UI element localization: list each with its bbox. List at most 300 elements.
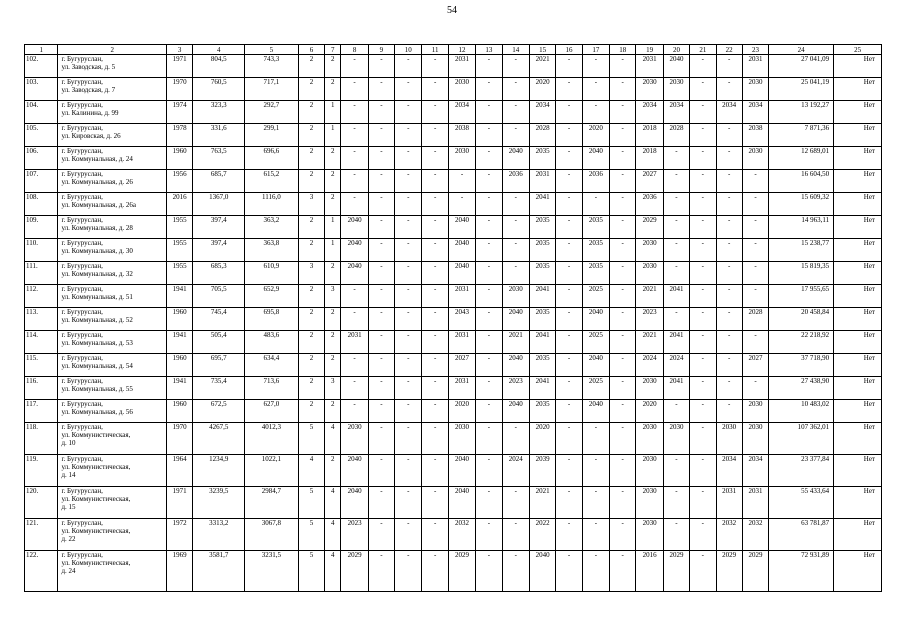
table-cell: - <box>368 216 394 239</box>
table-cell: 1972 <box>166 519 192 551</box>
table-cell: 1 <box>325 124 341 147</box>
table-cell: - <box>476 377 502 400</box>
table-cell: - <box>690 354 716 377</box>
table-cell: 2034 <box>448 101 475 124</box>
cost-cell: 13 192,27 <box>769 101 834 124</box>
table-cell: 2040 <box>502 147 529 170</box>
table-cell: 2035 <box>529 400 555 423</box>
table-cell: 2034 <box>529 101 555 124</box>
table-cell: - <box>476 124 502 147</box>
table-cell: 1022,1 <box>245 455 299 487</box>
flag-cell: Нет <box>834 216 882 239</box>
table-cell: 363,8 <box>245 239 299 262</box>
table-cell: - <box>395 377 422 400</box>
table-cell: 2021 <box>529 487 555 519</box>
table-cell: - <box>422 124 448 147</box>
address-cell: г. Бугуруслан, ул. Коммунистическая, д. 15 <box>58 487 167 519</box>
table-cell: 713,6 <box>245 377 299 400</box>
table-cell: 1960 <box>166 400 192 423</box>
row-number-cell: 102. <box>25 55 58 78</box>
table-cell: 1 <box>325 101 341 124</box>
table-cell: - <box>610 519 636 551</box>
table-cell: - <box>716 354 742 377</box>
table-cell: 2040 <box>341 239 368 262</box>
address-cell: г. Бугуруслан, ул. Коммунальная, д. 55 <box>58 377 167 400</box>
table-cell: 2020 <box>529 78 555 101</box>
table-cell: 2040 <box>341 455 368 487</box>
table-cell: 2040 <box>502 354 529 377</box>
table-cell: - <box>341 308 368 331</box>
table-cell: - <box>368 377 394 400</box>
table-cell: - <box>368 354 394 377</box>
table-cell: - <box>663 400 689 423</box>
column-header-2: 2 <box>58 45 167 55</box>
table-cell: 1964 <box>166 455 192 487</box>
column-header-14: 14 <box>502 45 529 55</box>
table-cell: 2984,7 <box>245 487 299 519</box>
page-number: 54 <box>447 5 457 16</box>
table-cell: - <box>610 239 636 262</box>
table-cell: - <box>476 239 502 262</box>
table-cell: 2040 <box>448 262 475 285</box>
table-cell: 3313,2 <box>193 519 245 551</box>
table-row <box>25 101 882 124</box>
table-cell: - <box>716 170 742 193</box>
table-cell: 2036 <box>582 170 609 193</box>
table-cell: - <box>422 78 448 101</box>
table-cell: 2 <box>325 354 341 377</box>
table-row <box>25 78 882 101</box>
table-cell: - <box>422 331 448 354</box>
table-cell: - <box>556 101 582 124</box>
table-cell: - <box>368 423 394 455</box>
table-cell: 2 <box>325 455 341 487</box>
table-cell: - <box>476 147 502 170</box>
flag-cell: Нет <box>834 78 882 101</box>
table-cell: - <box>395 216 422 239</box>
table-cell: - <box>395 147 422 170</box>
table-cell: 2030 <box>341 423 368 455</box>
table-cell: 695,8 <box>245 308 299 331</box>
table-cell: 2031 <box>448 331 475 354</box>
table-cell: - <box>502 124 529 147</box>
table-cell: 695,7 <box>193 354 245 377</box>
table-cell: - <box>368 193 394 216</box>
table-cell: 2030 <box>636 487 663 519</box>
table-cell: 2028 <box>663 124 689 147</box>
table-cell: 2030 <box>502 285 529 308</box>
table-cell: - <box>556 78 582 101</box>
table-cell: - <box>395 55 422 78</box>
table-cell: 1960 <box>166 354 192 377</box>
table-cell: 2040 <box>529 551 555 592</box>
table-cell: 2 <box>325 55 341 78</box>
table-cell: - <box>341 124 368 147</box>
table-cell: - <box>716 55 742 78</box>
column-header-20: 20 <box>663 45 689 55</box>
table-cell: 1116,0 <box>245 193 299 216</box>
table-cell: 2035 <box>529 308 555 331</box>
column-header-10: 10 <box>395 45 422 55</box>
table-cell: 1978 <box>166 124 192 147</box>
table-cell: 292,7 <box>245 101 299 124</box>
table-cell: - <box>556 551 582 592</box>
flag-cell: Нет <box>834 193 882 216</box>
table-row <box>25 455 882 487</box>
row-number-cell: 118. <box>25 423 58 455</box>
table-cell: - <box>610 101 636 124</box>
table-cell: 1367,0 <box>193 193 245 216</box>
table-cell: 2041 <box>529 285 555 308</box>
table-cell: - <box>476 354 502 377</box>
table-cell: 363,2 <box>245 216 299 239</box>
table-cell: 4 <box>325 551 341 592</box>
table-cell: - <box>502 262 529 285</box>
column-header-1: 1 <box>25 45 58 55</box>
table-cell: - <box>341 193 368 216</box>
table-cell: 2021 <box>636 285 663 308</box>
table-cell: 763,5 <box>193 147 245 170</box>
table-cell: 2040 <box>341 262 368 285</box>
address-cell: г. Бугуруслан, ул. Заводская, д. 5 <box>58 55 167 78</box>
table-cell: 2024 <box>636 354 663 377</box>
table-cell: - <box>582 101 609 124</box>
table-cell: - <box>690 147 716 170</box>
table-cell: - <box>395 78 422 101</box>
table-cell: 2030 <box>742 78 768 101</box>
table-cell: - <box>582 423 609 455</box>
table-cell: 2 <box>298 354 324 377</box>
table-cell: 1970 <box>166 78 192 101</box>
address-cell: г. Бугуруслан, ул. Коммунистическая, д. 22 <box>58 519 167 551</box>
table-cell: 2027 <box>448 354 475 377</box>
table-cell: - <box>610 285 636 308</box>
table-cell: 2022 <box>529 519 555 551</box>
table-cell: 2 <box>325 78 341 101</box>
column-header-3: 3 <box>166 45 192 55</box>
table-cell: - <box>422 170 448 193</box>
table-cell: - <box>690 377 716 400</box>
column-header-22: 22 <box>716 45 742 55</box>
table-row <box>25 262 882 285</box>
table-cell: 2035 <box>529 239 555 262</box>
table-cell: - <box>476 78 502 101</box>
table-cell: 2040 <box>341 487 368 519</box>
table-cell: - <box>690 331 716 354</box>
table-cell: - <box>690 101 716 124</box>
table-cell: 1941 <box>166 285 192 308</box>
table-cell: 5 <box>298 551 324 592</box>
table-cell: 2021 <box>529 55 555 78</box>
table-cell: - <box>610 193 636 216</box>
table-cell: 3 <box>298 262 324 285</box>
table-cell: 2041 <box>529 377 555 400</box>
table-cell: - <box>556 487 582 519</box>
column-header-15: 15 <box>529 45 555 55</box>
table-cell: 2030 <box>636 239 663 262</box>
table-cell: 3239,5 <box>193 487 245 519</box>
table-cell: - <box>742 285 768 308</box>
table-cell: 2041 <box>529 193 555 216</box>
table-cell: 2031 <box>742 487 768 519</box>
flag-cell: Нет <box>834 124 882 147</box>
table-cell: - <box>395 455 422 487</box>
flag-cell: Нет <box>834 400 882 423</box>
table-cell: - <box>690 170 716 193</box>
row-number-cell: 117. <box>25 400 58 423</box>
table-cell: - <box>663 147 689 170</box>
table-cell: - <box>610 124 636 147</box>
table-cell: - <box>716 193 742 216</box>
column-header-11: 11 <box>422 45 448 55</box>
cost-cell: 63 781,87 <box>769 519 834 551</box>
table-cell: - <box>422 239 448 262</box>
cost-cell: 72 931,89 <box>769 551 834 592</box>
table-cell: - <box>341 400 368 423</box>
table-cell: - <box>742 262 768 285</box>
table-cell: - <box>448 193 475 216</box>
cost-cell: 27 438,90 <box>769 377 834 400</box>
table-cell: 2021 <box>502 331 529 354</box>
column-header-18: 18 <box>610 45 636 55</box>
table-cell: 2021 <box>636 331 663 354</box>
row-number-cell: 103. <box>25 78 58 101</box>
table-cell: 2029 <box>663 551 689 592</box>
table-cell: 696,6 <box>245 147 299 170</box>
table-cell: 745,4 <box>193 308 245 331</box>
column-header-24: 24 <box>769 45 834 55</box>
table-cell: 2031 <box>448 55 475 78</box>
table-cell: 2023 <box>502 377 529 400</box>
table-cell: - <box>422 377 448 400</box>
flag-cell: Нет <box>834 519 882 551</box>
table-cell: - <box>556 377 582 400</box>
table-cell: - <box>556 400 582 423</box>
table-cell: - <box>368 262 394 285</box>
table-cell: - <box>556 193 582 216</box>
flag-cell: Нет <box>834 239 882 262</box>
table-cell: 2031 <box>716 487 742 519</box>
column-header-19: 19 <box>636 45 663 55</box>
table-cell: - <box>610 55 636 78</box>
table-cell: - <box>610 455 636 487</box>
flag-cell: Нет <box>834 101 882 124</box>
table-cell: - <box>582 193 609 216</box>
table-cell: - <box>395 285 422 308</box>
table-cell: - <box>476 308 502 331</box>
table-cell: - <box>556 55 582 78</box>
table-cell: - <box>368 55 394 78</box>
address-cell: г. Бугуруслан, ул. Коммунальная, д. 32 <box>58 262 167 285</box>
table-cell: - <box>395 331 422 354</box>
table-cell: 2041 <box>529 331 555 354</box>
table-row <box>25 331 882 354</box>
table-cell: 717,1 <box>245 78 299 101</box>
table-row <box>25 216 882 239</box>
table-cell: - <box>368 400 394 423</box>
table-cell: 2029 <box>341 551 368 592</box>
row-number-cell: 115. <box>25 354 58 377</box>
table-cell: - <box>610 262 636 285</box>
housing-registry-table <box>24 44 882 592</box>
flag-cell: Нет <box>834 55 882 78</box>
table-cell: 2 <box>325 262 341 285</box>
table-cell: 634,4 <box>245 354 299 377</box>
table-cell: 1971 <box>166 487 192 519</box>
table-cell: - <box>395 487 422 519</box>
table-cell: 2041 <box>663 331 689 354</box>
table-cell: - <box>690 216 716 239</box>
table-cell: 2 <box>298 377 324 400</box>
flag-cell: Нет <box>834 170 882 193</box>
table-cell: 4 <box>298 455 324 487</box>
table-cell: 672,5 <box>193 400 245 423</box>
table-cell: - <box>476 423 502 455</box>
table-cell: - <box>742 377 768 400</box>
flag-cell: Нет <box>834 262 882 285</box>
table-cell: 2029 <box>636 216 663 239</box>
table-cell: - <box>690 455 716 487</box>
address-cell: г. Бугуруслан, ул. Коммунистическая, д. 14 <box>58 455 167 487</box>
table-cell: - <box>610 170 636 193</box>
table-cell: - <box>690 551 716 592</box>
table-cell: - <box>422 519 448 551</box>
table-cell: - <box>556 455 582 487</box>
cost-cell: 27 041,09 <box>769 55 834 78</box>
row-number-cell: 112. <box>25 285 58 308</box>
table-cell: 2 <box>298 124 324 147</box>
table-cell: - <box>582 78 609 101</box>
column-header-23: 23 <box>742 45 768 55</box>
table-row <box>25 124 882 147</box>
table-cell: 2029 <box>448 551 475 592</box>
table-cell: 2040 <box>448 216 475 239</box>
table-cell: - <box>422 400 448 423</box>
table-row <box>25 170 882 193</box>
table-row <box>25 377 882 400</box>
table-cell: 483,6 <box>245 331 299 354</box>
table-cell: 2 <box>325 331 341 354</box>
table-cell: 615,2 <box>245 170 299 193</box>
column-header-12: 12 <box>448 45 475 55</box>
table-cell: - <box>610 377 636 400</box>
table-cell: - <box>690 262 716 285</box>
table-row <box>25 551 882 592</box>
table-cell: 2035 <box>529 262 555 285</box>
table-cell: 2040 <box>582 308 609 331</box>
table-cell: - <box>422 55 448 78</box>
table-cell: 2035 <box>582 216 609 239</box>
table-body <box>25 55 882 592</box>
table-cell: - <box>368 519 394 551</box>
table-cell: 2 <box>325 193 341 216</box>
table-cell: - <box>476 487 502 519</box>
table-cell: - <box>663 216 689 239</box>
table-cell: - <box>610 354 636 377</box>
table-cell: 505,4 <box>193 331 245 354</box>
table-row <box>25 193 882 216</box>
table-cell: 2020 <box>448 400 475 423</box>
table-cell: - <box>502 78 529 101</box>
table-cell: 2030 <box>636 262 663 285</box>
table-cell: - <box>663 193 689 216</box>
column-header-17: 17 <box>582 45 609 55</box>
row-number-cell: 105. <box>25 124 58 147</box>
table-cell: - <box>556 170 582 193</box>
row-number-cell: 120. <box>25 487 58 519</box>
table-cell: 323,3 <box>193 101 245 124</box>
table-cell: - <box>476 262 502 285</box>
table-cell: - <box>582 455 609 487</box>
address-cell: г. Бугуруслан, ул. Коммунальная, д. 51 <box>58 285 167 308</box>
table-cell: 2040 <box>502 400 529 423</box>
cost-cell: 107 362,01 <box>769 423 834 455</box>
table-row <box>25 354 882 377</box>
table-cell: 1955 <box>166 216 192 239</box>
flag-cell: Нет <box>834 487 882 519</box>
table-cell: 2040 <box>448 239 475 262</box>
table-cell: - <box>395 262 422 285</box>
table-cell: - <box>582 487 609 519</box>
table-cell: 2030 <box>636 377 663 400</box>
table-cell: - <box>610 308 636 331</box>
table-cell: 2031 <box>636 55 663 78</box>
table-cell: 2041 <box>663 285 689 308</box>
table-cell: 2030 <box>448 78 475 101</box>
table-cell: - <box>422 101 448 124</box>
table-cell: - <box>582 519 609 551</box>
cost-cell: 14 963,11 <box>769 216 834 239</box>
table-cell: - <box>690 400 716 423</box>
address-cell: г. Бугуруслан, ул. Коммунальная, д. 56 <box>58 400 167 423</box>
table-row <box>25 308 882 331</box>
table-cell: 1971 <box>166 55 192 78</box>
table-cell: - <box>476 55 502 78</box>
table-row <box>25 285 882 308</box>
flag-cell: Нет <box>834 331 882 354</box>
flag-cell: Нет <box>834 377 882 400</box>
column-header-6: 6 <box>298 45 324 55</box>
cost-cell: 15 819,35 <box>769 262 834 285</box>
table-cell: 2 <box>298 55 324 78</box>
table-cell: - <box>716 377 742 400</box>
table-cell: 2036 <box>636 193 663 216</box>
table-cell: 2032 <box>716 519 742 551</box>
table-cell: 760,5 <box>193 78 245 101</box>
table-cell: 2024 <box>502 455 529 487</box>
table-cell: 2 <box>298 239 324 262</box>
table-cell: 627,0 <box>245 400 299 423</box>
table-cell: - <box>341 377 368 400</box>
table-cell: - <box>610 78 636 101</box>
table-cell: 2031 <box>448 377 475 400</box>
table-cell: - <box>690 239 716 262</box>
address-cell: г. Бугуруслан, ул. Коммунальная, д. 24 <box>58 147 167 170</box>
table-cell: - <box>690 308 716 331</box>
table-cell: - <box>610 147 636 170</box>
table-cell: - <box>422 147 448 170</box>
flag-cell: Нет <box>834 285 882 308</box>
table-cell: - <box>502 423 529 455</box>
table-cell: - <box>422 262 448 285</box>
table-cell: 397,4 <box>193 239 245 262</box>
table-cell: - <box>368 455 394 487</box>
table-cell: 2040 <box>663 55 689 78</box>
table-cell: - <box>663 308 689 331</box>
table-cell: 2040 <box>341 216 368 239</box>
table-cell: 2028 <box>742 308 768 331</box>
table-cell: 2025 <box>582 377 609 400</box>
